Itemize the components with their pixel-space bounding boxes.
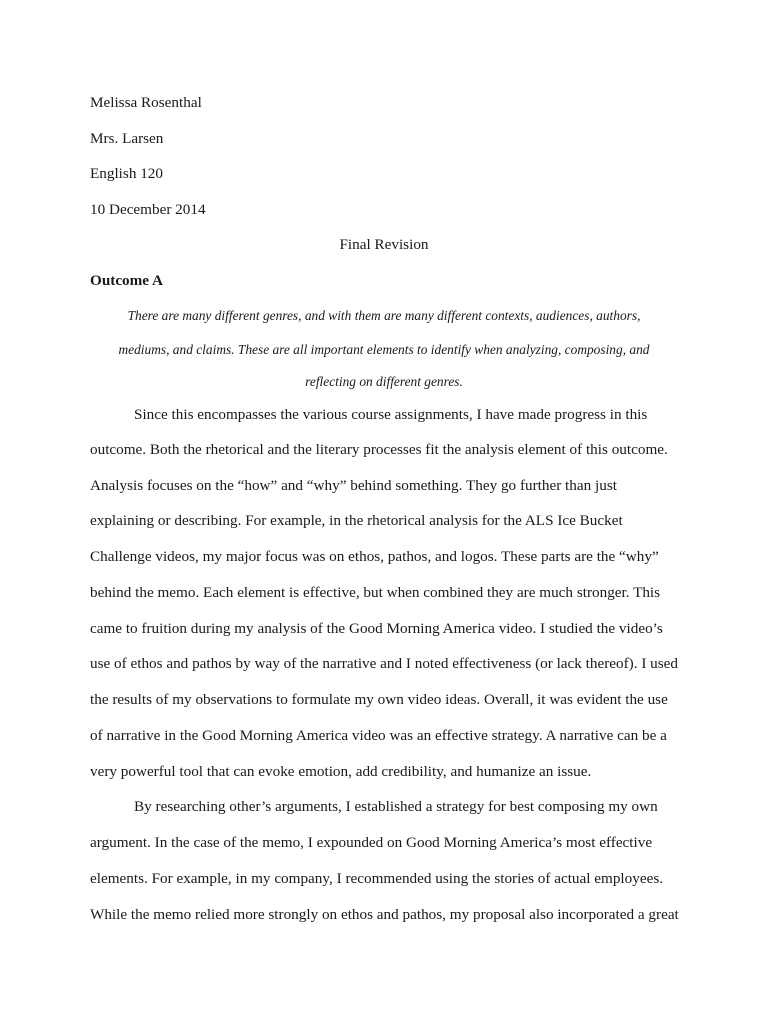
paragraph-2-line: argument. In the case of the memo, I expounded on Good Morning America’s most effective [90,834,653,851]
document-date: 10 December 2014 [90,201,206,218]
student-name: Melissa Rosenthal [90,94,202,111]
paragraph-1-line: Analysis focuses on the “how” and “why” behind something. They go further than just [90,477,617,494]
paragraph-1-line: very powerful tool that can evoke emotion, add credibility, and humanize an issue. [90,763,592,780]
paragraph-1-line: came to fruition during my analysis of the Good Morning America video. I studied the video’s [90,620,663,637]
paragraph-1-line: behind the memo. Each element is effective, but when combined they are much stronger. This [90,584,661,601]
paragraph-2-line: While the memo relied more strongly on ethos and pathos, my proposal also incorporated a great [90,906,679,923]
paragraph-1-line: Since this encompasses the various course assignments, I have made progress in this [134,406,648,423]
paragraph-1-line: use of ethos and pathos by way of the narrative and I noted effectiveness (or lack thereof). I used [90,655,679,672]
paragraph-1-line: of narrative in the Good Morning America video was an effective strategy. A narrative can be a [90,727,667,744]
outcome-statement-line: reflecting on different genres. [305,374,463,389]
document-title: Final Revision [339,236,429,253]
paragraph-2-line: elements. For example, in my company, I recommended using the stories of actual employees. [90,870,664,887]
paragraph-2-line: By researching other’s arguments, I established a strategy for best composing my own [134,798,658,815]
paragraph-1-line: outcome. Both the rhetorical and the literary processes fit the analysis element of this outcome. [90,441,668,458]
outcome-statement-line: There are many different genres, and with them are many different contexts, audiences, authors, [127,308,641,323]
instructor-name: Mrs. Larsen [90,130,164,147]
course-name: English 120 [90,165,163,182]
section-heading: Outcome A [90,272,163,289]
outcome-statement-line: mediums, and claims. These are all important elements to identify when analyzing, composing, and [118,342,650,357]
paragraph-1-line: explaining or describing. For example, in the rhetorical analysis for the ALS Ice Bucket [90,512,623,529]
paragraph-1-line: the results of my observations to formulate my own video ideas. Overall, it was evident the use [90,691,668,708]
paragraph-1-line: Challenge videos, my major focus was on ethos, pathos, and logos. These parts are the “why” [90,548,659,565]
